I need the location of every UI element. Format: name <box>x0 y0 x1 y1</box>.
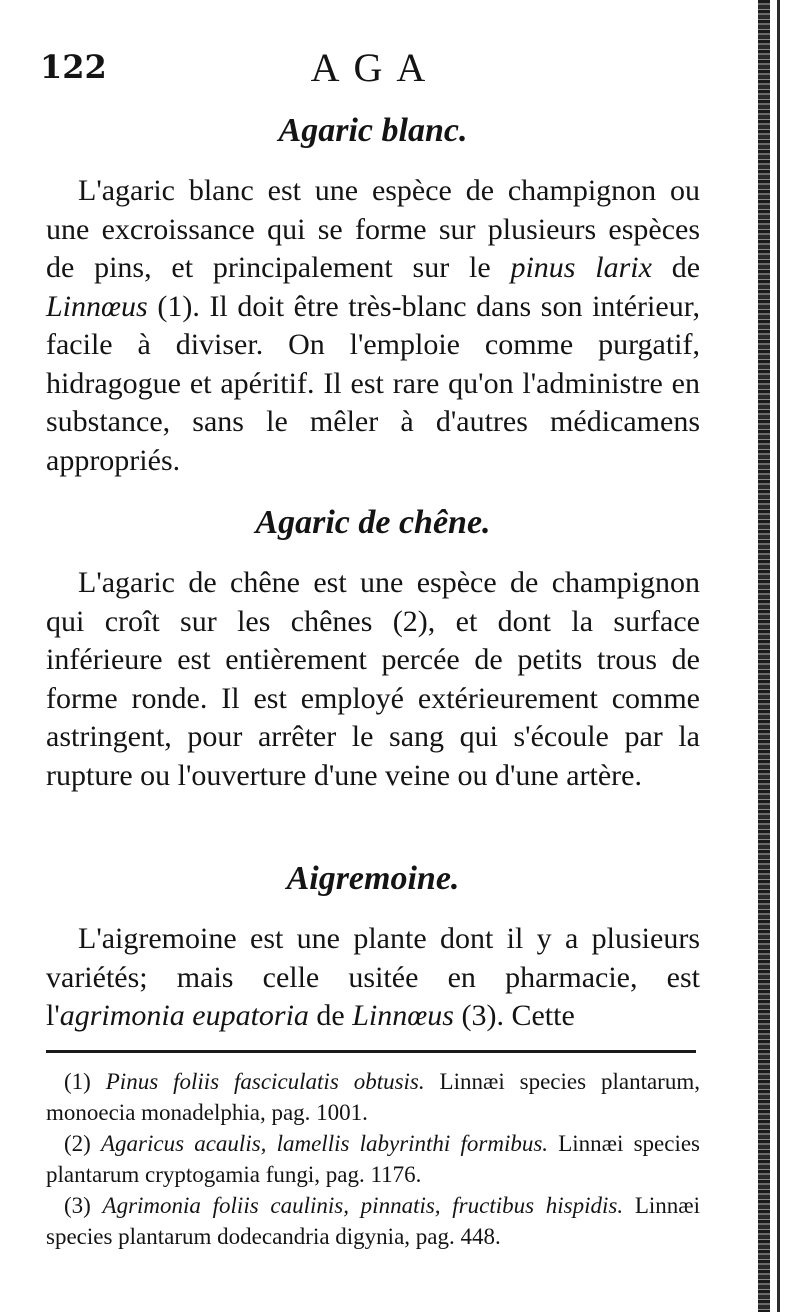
text-run: Linnæi species plantarum, monoecia monadelphia, pag. 1001. <box>46 1069 700 1125</box>
page-edge-line <box>777 0 780 1312</box>
section-paragraph <box>46 920 700 1036</box>
running-head: AGA <box>310 45 440 90</box>
text-run: Linnæi species plantarum cryptogamia fungi, pag. 1176. <box>46 1131 700 1187</box>
section-heading: Agaric de chêne. <box>255 504 491 541</box>
section-heading: Aigremoine. <box>286 860 460 897</box>
page-number: 122 <box>40 48 107 86</box>
text-run: (3). Cette <box>453 999 575 1032</box>
italic-text: Linnœus <box>352 999 454 1032</box>
text-run: L'agaric de chêne est une espèce de champignon qui croît sur les chênes (2), et dont la surface inférieure est entièrement percée de petits trous de forme ronde. Il est employé extérieurement comme astringent, pour arrêter le sang qui s'écoule par la rupture ou l'ouverture d'une veine ou d'une artère. <box>46 566 700 792</box>
section-aigremoine <box>46 860 700 1036</box>
text-run: (1) <box>64 1069 106 1094</box>
section-paragraph <box>46 172 700 480</box>
italic-text: Agrimonia foliis caulinis, pinnatis, fructibus hispidis. <box>102 1193 624 1218</box>
text-run: L'aigremoine est une plante dont il y a plusieurs variétés; mais celle usitée en pharmacie, est l' <box>46 922 700 1032</box>
italic-text: pinus larix <box>510 251 652 284</box>
italic-text: Agaricus acaulis, lamellis labyrinthi formibus. <box>101 1131 549 1156</box>
section-heading: Agaric blanc. <box>278 112 468 149</box>
text-run: Linnæi species plantarum dodecandria digynia, pag. 448. <box>46 1193 700 1249</box>
italic-text: Pinus foliis fasciculatis obtusis. <box>105 1069 425 1094</box>
footnote-2 <box>46 1128 700 1190</box>
italic-text: Linnœus <box>46 289 148 323</box>
page-header <box>40 42 710 92</box>
section-paragraph <box>46 564 700 795</box>
page-binding-edge <box>758 0 770 1312</box>
footnote-3 <box>46 1190 700 1252</box>
text-run: (2) <box>64 1131 101 1156</box>
text-run: (3) <box>64 1193 103 1218</box>
text-run: de <box>308 999 353 1032</box>
footnotes <box>46 1066 700 1252</box>
text-run: (1). Il doit être très-blanc dans son intérieur, facile à diviser. On l'emploie comme purgatif, hidragogue et apéritif. Il est rare qu'on l'administre en substance, sans le mêler à d'autres médicamens appropriés. <box>46 289 700 477</box>
italic-text: agrimonia eupatoria <box>59 999 309 1032</box>
text-run: L'agaric blanc est une espèce de champignon ou une excroissance qui se forme sur plusieurs espèces de pins, et principalement sur le <box>46 174 700 284</box>
text-run: de <box>651 251 701 284</box>
section-agaric-de-chene <box>46 504 700 795</box>
footnote-1 <box>46 1066 700 1128</box>
footnote-rule <box>46 1050 696 1053</box>
section-agaric-blanc <box>46 112 700 480</box>
